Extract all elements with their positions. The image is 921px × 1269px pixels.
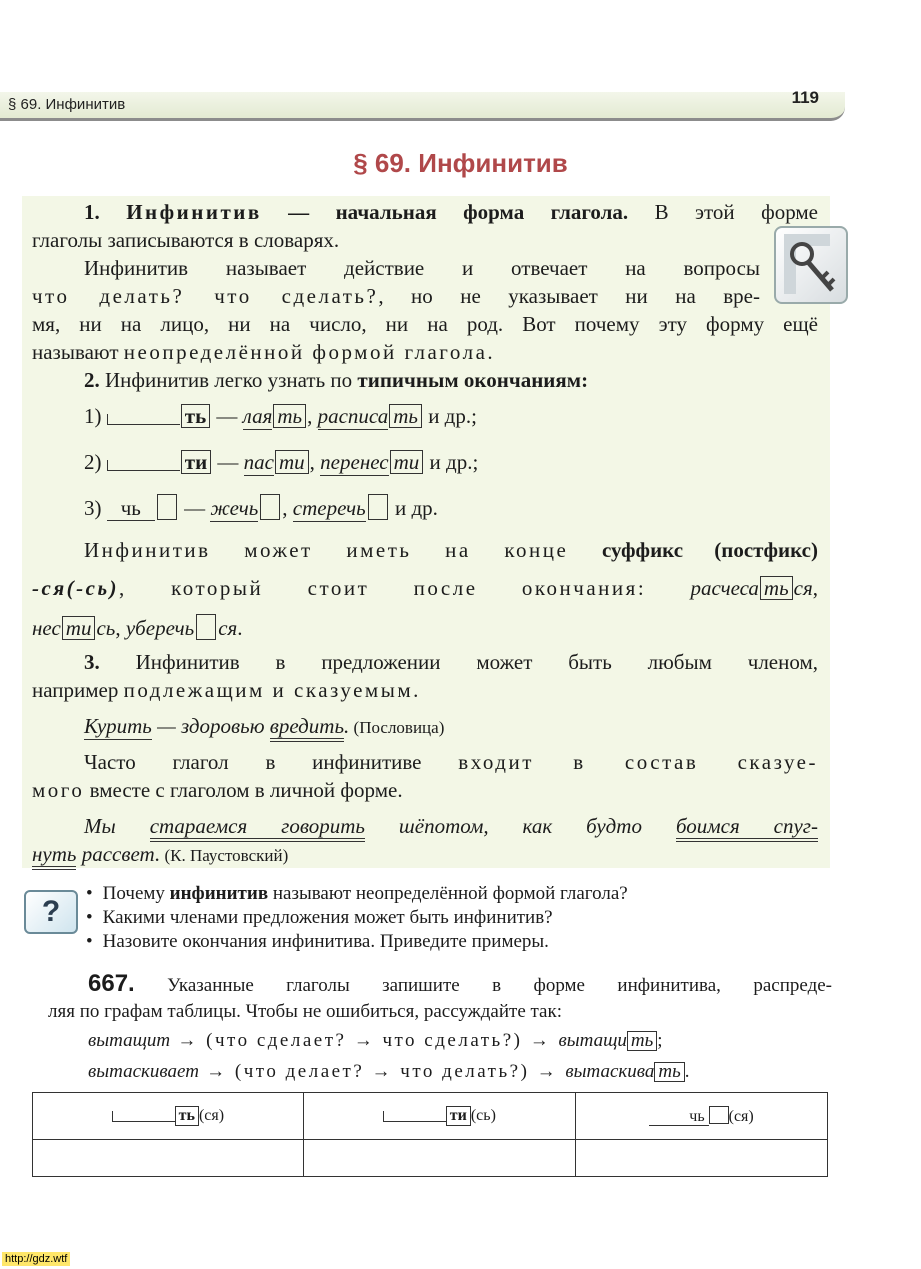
- proverb-line: Курить — здоровью вредить. (Пословица): [32, 712, 818, 742]
- rule-box: [22, 196, 830, 868]
- table-cell[interactable]: [33, 1140, 304, 1177]
- table-header-cell: чь (ся): [576, 1093, 828, 1140]
- often-line-2: мого вместе с глаголом в личной форме.: [32, 778, 403, 802]
- table-row: [33, 1140, 828, 1177]
- page-number: 119: [791, 88, 819, 107]
- question-3: • Назовите окончания инфинитива. Приведите примеры.: [86, 930, 549, 954]
- rule-line-3: Инфинитив называет действие и отвечает на вопросы: [84, 256, 760, 280]
- rule-line-7: 2. Инфинитив легко узнать по типичным окончаниям:: [84, 368, 589, 392]
- question-1: • Почему инфинитив называют неопределённой формой глагола?: [86, 882, 628, 906]
- exercise-line-2: ляя по графам таблицы. Чтобы не ошибиться, рассуждайте так:: [48, 1001, 562, 1022]
- rule-line-5: мя, ни на лицо, ни на число, ни на род. Вот почему эту форму ещё: [32, 312, 818, 336]
- exercise-line-1: 667. Указанные глаголы запишите в форме инфинитива, распреде-: [88, 970, 832, 997]
- suffix-line-3: нес ти сь, уберечь ся.: [32, 616, 243, 640]
- rule-line-4: что делать? что сделать?, но не указывает ни на вре-: [32, 284, 761, 308]
- watermark-badge[interactable]: http://gdz.wtf: [2, 1252, 70, 1266]
- exercise-table: [32, 1092, 828, 1177]
- table-header-cell: ти (сь): [303, 1093, 575, 1140]
- running-header: [0, 88, 845, 121]
- question-2: • Какими членами предложения может быть инфинитив?: [86, 906, 553, 930]
- rule-line-2: глаголы записываются в словарях.: [32, 228, 340, 252]
- exercise-example-2: вытаскивает → (что делает? → что делать?) → вытаскива ть .: [88, 1061, 690, 1082]
- table-header-row: [33, 1093, 828, 1140]
- question-icon: ?: [24, 890, 78, 934]
- rule-line-1: 1. Инфинитив — начальная форма глагола. В этой форме: [84, 200, 819, 224]
- table-cell[interactable]: [303, 1140, 575, 1177]
- suffix-line-2: -ся(-сь), который стоит после окончания: расчеса ть ся,: [32, 576, 818, 600]
- page-title: § 69. Инфинитив: [353, 148, 568, 178]
- ending-row-3: 3) чь — жечь , стеречь и др.: [84, 496, 438, 520]
- table-header-cell: ть (ся): [33, 1093, 304, 1140]
- key-icon: [774, 226, 848, 304]
- ending-row-1: 1) ть — лая ть , расписа ть и др.;: [84, 404, 477, 428]
- quote-line-1: Мы стараемся говорить шёпотом, как будто боимся спуг-: [32, 812, 818, 840]
- often-line-1: Часто глагол в инфинитиве входит в состав сказуе-: [84, 750, 818, 774]
- exercise-example-1: вытащит → (что сделает? → что сделать?) → вытащи ть ;: [88, 1030, 663, 1051]
- ending-row-2: 2) ти — пас ти , перенес ти и др.;: [84, 450, 479, 474]
- table-cell[interactable]: [576, 1140, 828, 1177]
- quote-line-2: нуть рассвет. (К. Паустовский): [32, 840, 818, 870]
- header-section-title: § 69. Инфинитив: [8, 96, 126, 113]
- suffix-line-1: Инфинитив может иметь на конце суффикс (постфикс): [84, 538, 818, 562]
- s3-line-1: 3. Инфинитив в предложении может быть любым членом,: [84, 650, 818, 674]
- s3-line-2: например подлежащим и сказуемым.: [32, 678, 421, 702]
- rule-line-6: называют неопределённой формой глагола.: [32, 340, 496, 364]
